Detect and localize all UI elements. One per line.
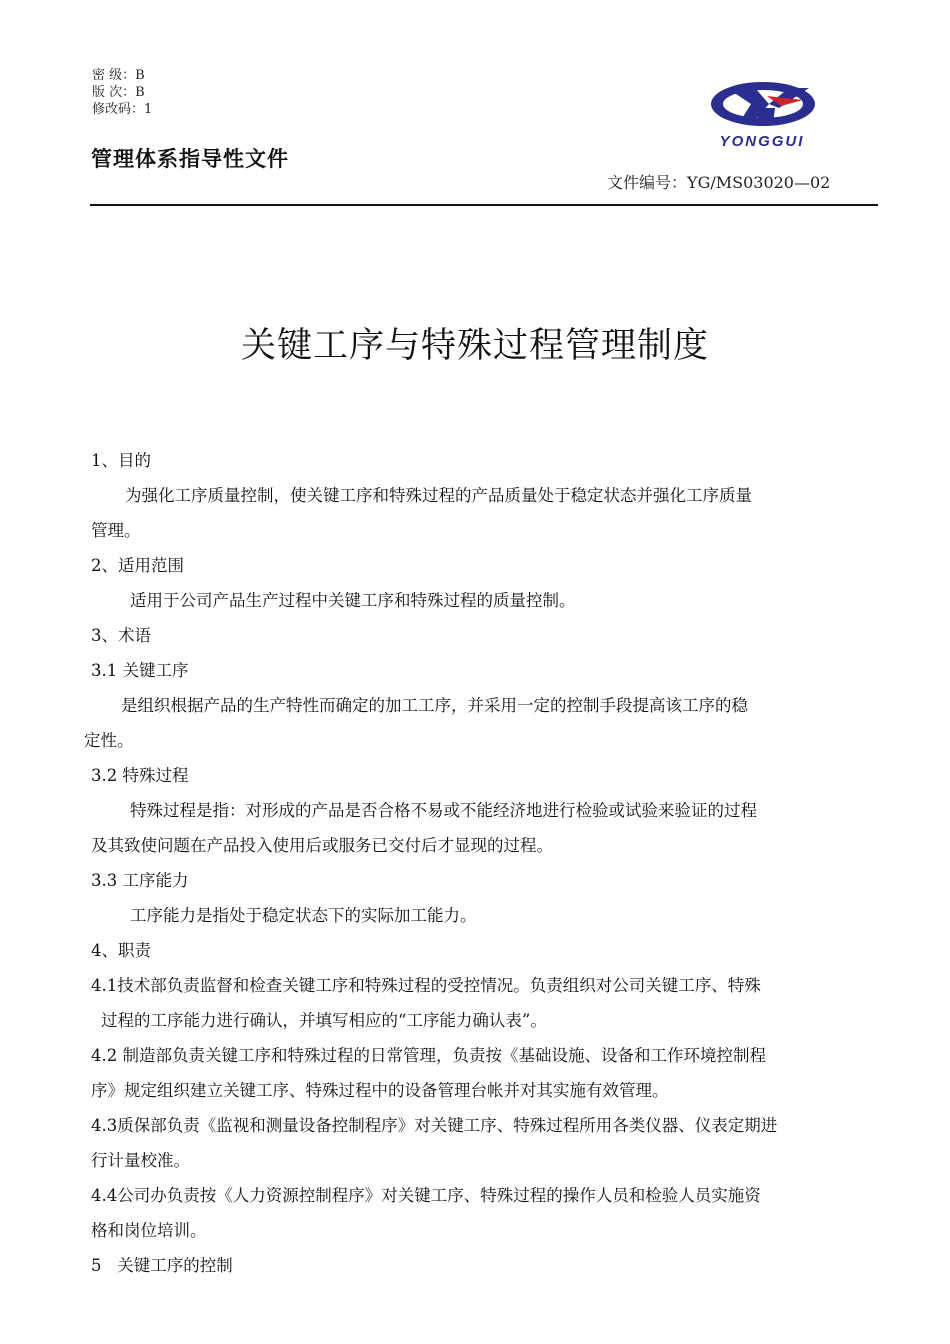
section-5-heading: 5 关键工序的控制 [91,1256,233,1275]
subsection-3-1-heading: 3.1 关键工序 [91,661,189,680]
paragraph-line: 为强化工序质量控制，使关键工序和特殊过程的产品质量处于稳定状态并强化工序质量 [125,486,752,505]
paragraph-line: 序》规定组织建立关键工序、特殊过程中的设备管理台帐并对其实施有效管理。 [91,1081,669,1100]
paragraph-line: 适用于公司产品生产过程中关键工序和特殊过程的质量控制。 [130,591,576,610]
section-3-heading: 3、术语 [91,626,151,645]
paragraph-line: 及其致使问题在产品投入使用后或服务已交付后才显现的过程。 [91,836,553,855]
section-4-heading: 4、职责 [91,941,151,960]
paragraph-line: 管理。 [91,521,141,540]
document-title: 关键工序与特殊过程管理制度 [240,326,709,366]
paragraph-line: 过程的工序能力进行确认，并填写相应的“工序能力确认表”。 [101,1011,547,1030]
paragraph-line: 4.4公司办负责按《人力资源控制程序》对关键工序、特殊过程的操作人员和检验人员实施资 [91,1186,761,1205]
meta-confidentiality: 密 级：B [92,68,145,83]
yonggui-logo [697,78,827,150]
document-number: 文件编号：YG/MS03020—02 [607,173,831,192]
paragraph-line: 4.1技术部负责监督和检查关键工序和特殊过程的受控情况。负责组织对公司关键工序、特殊 [91,976,761,995]
section-2-heading: 2、适用范围 [91,556,184,575]
meta-revision: 修改码：1 [92,102,153,117]
paragraph-line: 4.2 制造部负责关键工序和特殊过程的日常管理，负责按《基础设施、设备和工作环境控制程 [91,1046,766,1065]
section-1-heading: 1、目的 [91,451,151,470]
document-meta [92,67,152,118]
paragraph-line: 工序能力是指处于稳定状态下的实际加工能力。 [130,906,477,925]
paragraph-line: 是组织根据产品的生产特性而确定的加工工序，并采用一定的控制手段提高该工序的稳 [121,696,748,715]
paragraph-line: 特殊过程是指：对形成的产品是否合格不易或不能经济地进行检验或试验来验证的过程 [130,801,757,820]
paragraph-line: 格和岗位培训。 [91,1221,207,1240]
meta-edition: 版 次：B [92,85,145,100]
system-title: 管理体系指导性文件 [91,147,289,171]
logo-text: YONGGUI [719,133,805,150]
paragraph-line: 定性。 [84,731,134,750]
paragraph-line: 行计量校准。 [91,1151,190,1170]
header-divider [90,204,878,206]
subsection-3-2-heading: 3.2 特殊过程 [91,766,189,785]
paragraph-line: 4.3质保部负责《监视和测量设备控制程序》对关键工序、特殊过程所用各类仪器、仪表定期进 [91,1116,778,1135]
subsection-3-3-heading: 3.3 工序能力 [91,871,189,890]
